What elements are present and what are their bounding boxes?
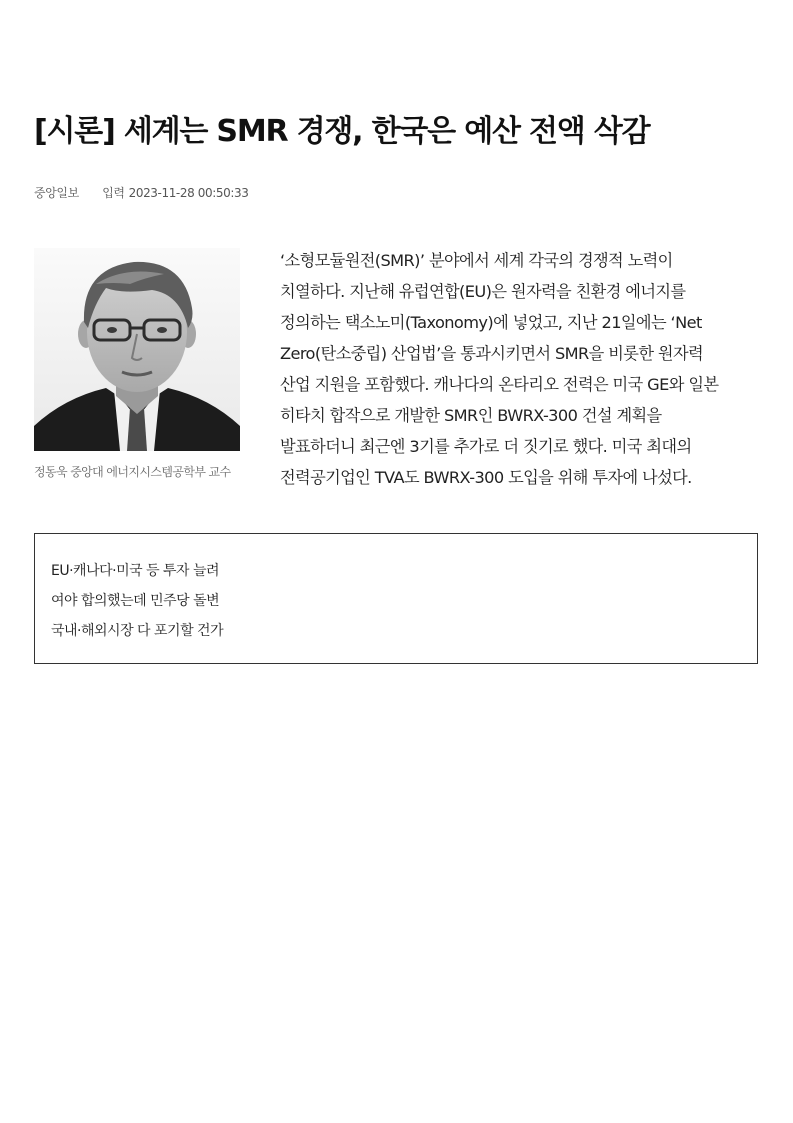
body-line: 전력공기업인 TVA도 BWRX-300 도입을 위해 투자에 나섰다. (280, 468, 692, 487)
portrait-image (34, 248, 240, 451)
body-line: 정의하는 택소노미(Taxonomy)에 넣었고, 지난 21일에는 ‘Net (280, 313, 702, 332)
summary-line: EU·캐나다·미국 등 투자 늘려 (51, 563, 220, 579)
article-headline: [시론] 세계는 SMR 경쟁, 한국은 예산 전액 삭감 (34, 114, 650, 149)
publish-date: 2023-11-28 00:50:33 (128, 186, 249, 200)
body-line: 치열하다. 지난해 유럽연합(EU)은 원자력을 친환경 에너지를 (280, 282, 686, 301)
summary-line: 여야 합의했는데 민주당 돌변 (51, 593, 220, 609)
source-name[interactable]: 중앙일보 (34, 186, 79, 200)
publish-info (102, 186, 248, 200)
photo-caption: 정동욱 중앙대 에너지시스템공학부 교수 (34, 465, 231, 479)
body-line: 발표하더니 최근엔 3기를 추가로 더 짓기로 했다. 미국 최대의 (280, 437, 692, 456)
date-label: 입력 (102, 186, 125, 200)
body-line: 산업 지원을 포함했다. 캐나다의 온타리오 전력은 미국 GE와 일본 (280, 375, 719, 394)
summary-box (34, 533, 758, 664)
article-body (280, 245, 750, 493)
body-line: 히타치 합작으로 개발한 SMR인 BWRX-300 건설 계획을 (280, 406, 662, 425)
author-photo (34, 248, 240, 451)
body-line: ‘소형모듈원전(SMR)’ 분야에서 세계 각국의 경쟁적 노력이 (280, 251, 673, 270)
body-line: Zero(탄소중립) 산업법’을 통과시키면서 SMR을 비롯한 원자력 (280, 344, 704, 363)
article-meta (34, 184, 248, 201)
summary-line: 국내·해외시장 다 포기할 건가 (51, 623, 224, 639)
